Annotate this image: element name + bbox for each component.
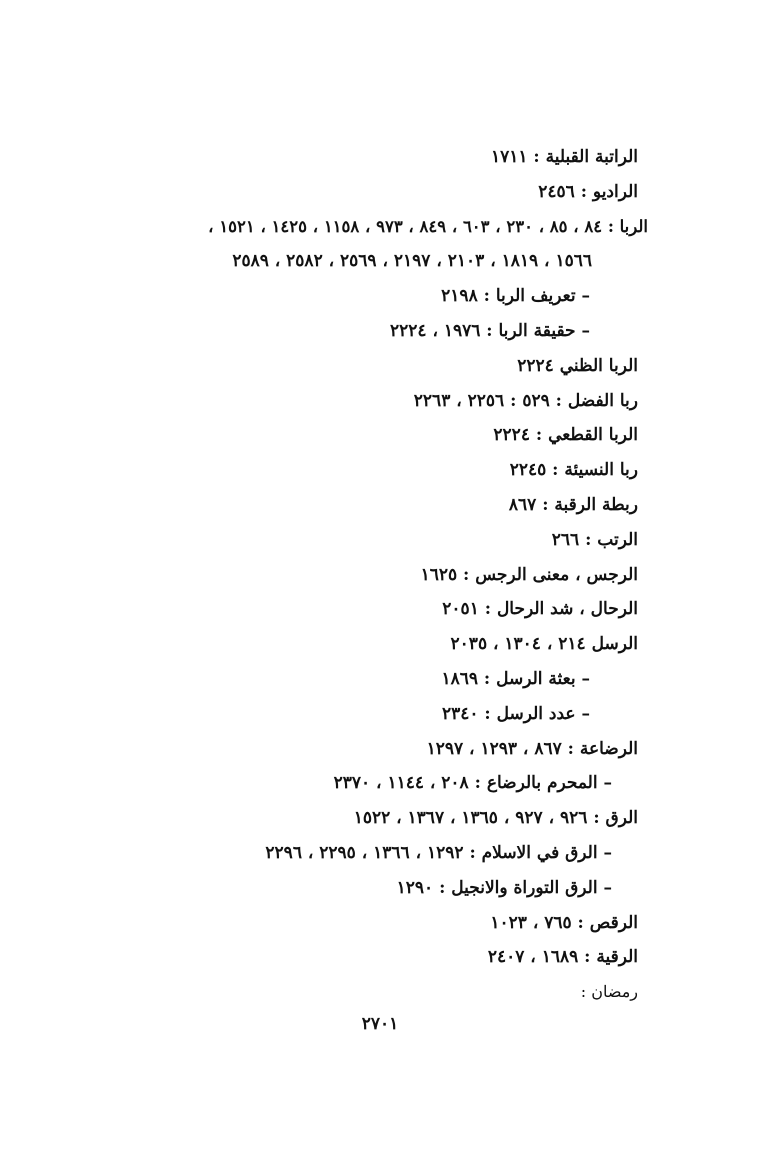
index-entry: رمضان :: [580, 982, 638, 1002]
index-entry: الربا : ٨٤ ، ٨٥ ، ٢٣٠ ، ٦٠٣ ، ٨٤٩ ، ٩٧٣ ، ١١٥٨ ، ١٤٢٥ ، ١٥٢١ ،: [208, 216, 648, 236]
index-subentry: – المحرم بالرضاع : ٢٠٨ ، ١١٤٤ ، ٢٣٧٠: [333, 773, 612, 794]
page-number: ٢٧٠١: [361, 1014, 399, 1034]
index-entry-list: [78, 140, 648, 1010]
index-entry: الربا الظني ٢٢٢٤: [517, 355, 638, 376]
index-subentry: – الرق التوراة والانجيل : ١٢٩٠: [396, 877, 612, 898]
index-entry: ربا النسيئة : ٢٢٤٥: [509, 460, 638, 481]
index-entry: ربطة الرقبة : ٨٦٧: [508, 494, 638, 515]
index-entry: الراديو : ٢٤٥٦: [538, 181, 638, 202]
index-subentry: – الرق في الاسلام : ١٢٩٢ ، ١٣٦٦ ، ٢٢٩٥ ، ٢٢٩٦: [265, 842, 612, 863]
index-entry: الرقص : ٧٦٥ ، ١٠٢٣: [490, 912, 638, 933]
index-entry: الرضاعة : ٨٦٧ ، ١٢٩٣ ، ١٢٩٧: [426, 738, 638, 759]
index-entry: الرحال ، شد الرحال : ٢٠٥١: [442, 599, 638, 620]
index-entry: الرق : ٩٢٦ ، ٩٢٧ ، ١٣٦٥ ، ١٣٦٧ ، ١٥٢٢: [353, 808, 638, 829]
index-subentry: – حقيقة الربا : ١٩٧٦ ، ٢٢٢٤: [390, 320, 590, 341]
index-subentry: – بعثة الرسل : ١٨٦٩: [441, 668, 590, 689]
index-entry: الرتب : ٢٦٦: [551, 529, 638, 550]
index-subentry: – تعريف الربا : ٢١٩٨: [441, 286, 590, 307]
index-entry: الربا القطعي : ٢٢٢٤: [493, 425, 638, 446]
index-entry: ربا الفضل : ٥٢٩ : ٢٢٥٦ ، ٢٢٦٣: [413, 390, 638, 411]
index-entry: الرسل ٢١٤ ، ١٣٠٤ ، ٢٠٣٥: [450, 634, 638, 655]
index-entry: الراتبة القبلية : ١٧١١: [490, 147, 638, 167]
index-entry: الرقية : ١٦٨٩ ، ٢٤٠٧: [487, 947, 638, 968]
index-entry: الرجس ، معنى الرجس : ١٦٢٥: [420, 564, 638, 585]
index-entry-continuation: ١٥٦٦ ، ١٨١٩ ، ٢١٠٣ ، ٢١٩٧ ، ٢٥٦٩ ، ٢٥٨٢ ، ٢٥٨٩: [232, 251, 592, 272]
index-subentry: – عدد الرسل : ٢٣٤٠: [441, 703, 590, 724]
